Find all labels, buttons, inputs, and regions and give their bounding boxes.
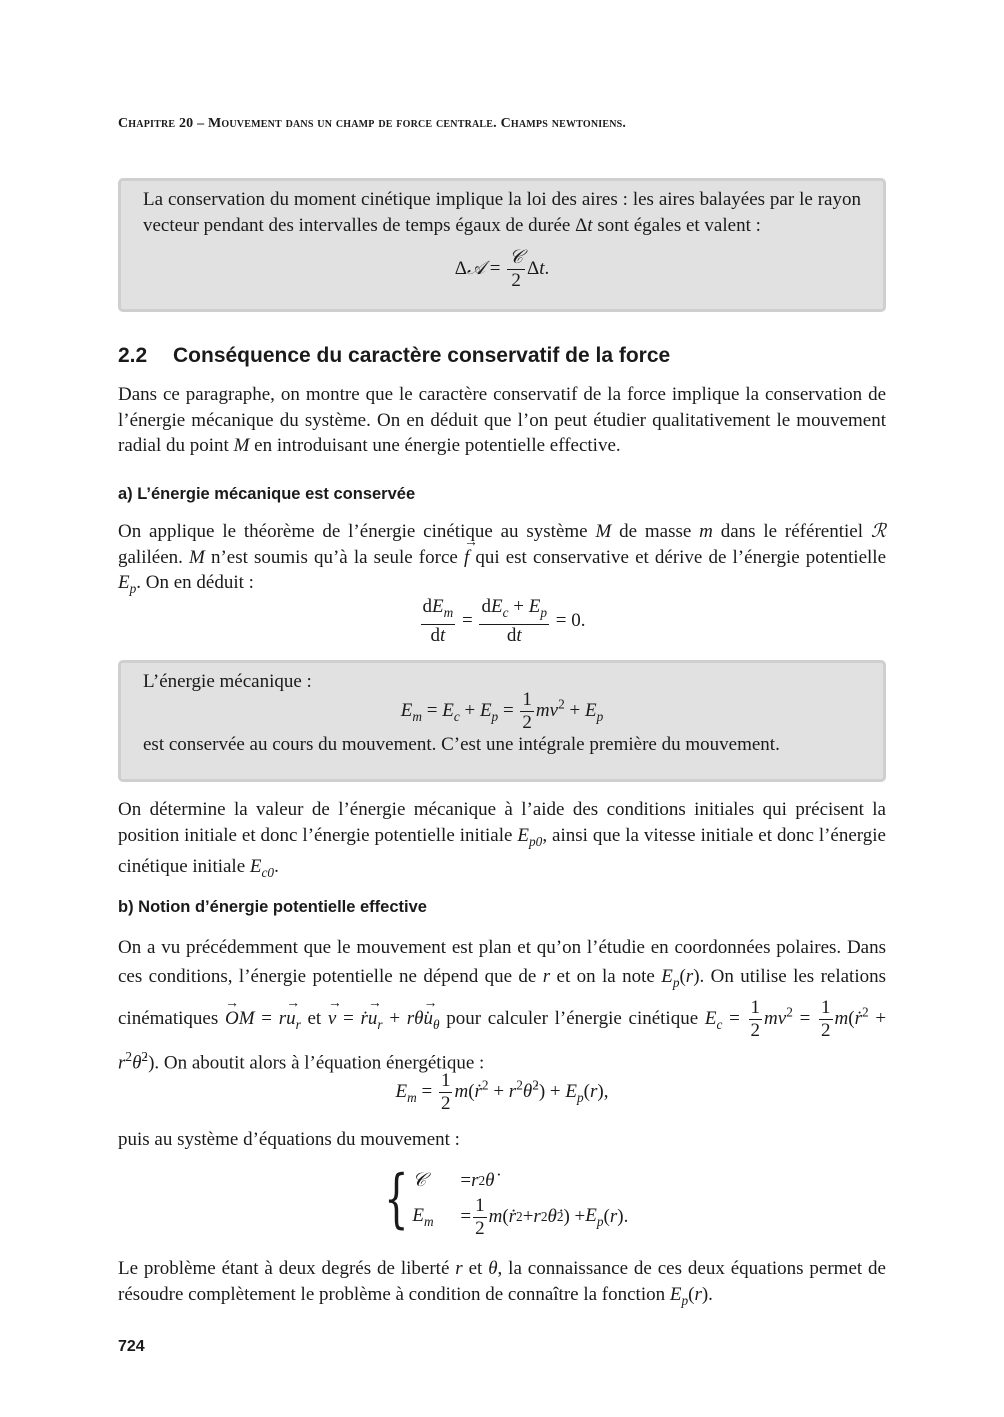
mechanical-energy-lead: L’énergie mécanique : [143, 671, 312, 692]
page-number: 724 [118, 1338, 145, 1355]
subsection-b-heading: b) Notion d’énergie potentielle effective [118, 898, 427, 916]
energy-derivative-equation: $\frac{dE_m}{dt}$ = $\frac{dE_c + E_p}{dt}$ = 0. [422, 596, 586, 646]
energy-equation: $E_m$ = $\frac{1}{2}$ m(ṙ$^2$ + $r^2\thetȧ^2) + E_p(r)$, [395, 1070, 609, 1114]
paragraph-b3: Le problème étant à deux degrés de liberté r et θ, la connaissance de ces deux équations permet de résoudre complètement le problème à condition de connaître la fonction $E_p(r)$. [118, 1258, 886, 1308]
paragraph-a1: On applique le théorème de l’énergie cinétique au système M de masse m dans le référentiel ℛ galiléen. M n’est soumis qu’à la seule force f → qui est conservative et dérive de l’énergie potentielle $E_p$. On en déduit : [118, 519, 886, 601]
section-title: Conséquence du caractère conservatif de la force [173, 344, 671, 367]
running-head: Chapitre 20 – Mouvement dans un champ de force centrale. Champs newtoniens. [118, 116, 627, 131]
law-of-areas-text: La conservation du moment cinétique implique la loi des aires : les aires balayées par le rayon vecteur pendant des intervalles de temps égaux de durée Δt sont égales et valent : [143, 189, 861, 236]
mechanical-energy-box [118, 660, 886, 782]
mechanical-energy-trail: est conservée au cours du mouvement. C’est une intégrale première du mouvement. [143, 734, 780, 755]
paragraph-b2: puis au système d’équations du mouvement : [118, 1129, 460, 1150]
section-number: 2.2 [118, 344, 148, 367]
law-of-areas-box [118, 178, 886, 312]
law-of-areas-equation: Δ𝒜 = $\frac{\text{𝒞}}{2}$ Δt. [454, 247, 550, 291]
brace-icon: { [383, 1162, 409, 1236]
page [118, 0, 886, 1417]
section-heading [118, 344, 670, 368]
paragraph-a2: On détermine la valeur de l’énergie mécanique à l’aide des conditions initiales qui précisent la position initiale et donc l’énergie potentielle initiale $E_{p0}$, ainsi que la vitesse initiale et donc l’énergie cinétique initiale $E_{c0}$. [118, 799, 886, 880]
subsection-a-heading: a) L’énergie mécanique est conservée [118, 485, 416, 503]
equation-system: { 𝒞 = r 2 θ̇ $E_m$ = $\frac{1}{2}$ m ( ṙ 2 + r 2 θ̇ 2 ) + $E_p$ ( r ). [383, 1162, 629, 1239]
intro-paragraph: Dans ce paragraphe, on montre que le caractère conservatif de la force implique la conservation de l’énergie mécanique du système. On en déduit que l’on peut étudier qualitativement le mouvement radial du point M en introduisant une énergie potentielle effective. [118, 384, 886, 456]
mechanical-energy-equation: $E_m = E_c + E_p$ = $\frac{1}{2}$ $mv^2 + E_p$ [400, 689, 604, 733]
paragraph-b1: On a vu précédemment que le mouvement est plan et qu’on l’étudie en coordonnées polaires. Dans ces conditions, l’énergie potentielle ne dépend que de r et on la note $E_p(r)$. On utilise les relations cinématiques OM → = $ru_r$ → et v → = ṙu$_r$ → + $r\thetȧu_\theta$ → pour calculer l’énergie cinétique $E_c$ = $\frac{1}{2}$ $mv^2$ = $\frac{1}{2}$ m(ṙ$^2$ + $r^2\thetȧ^2$). On aboutit alors à l’équation énergétique : [118, 933, 886, 1077]
